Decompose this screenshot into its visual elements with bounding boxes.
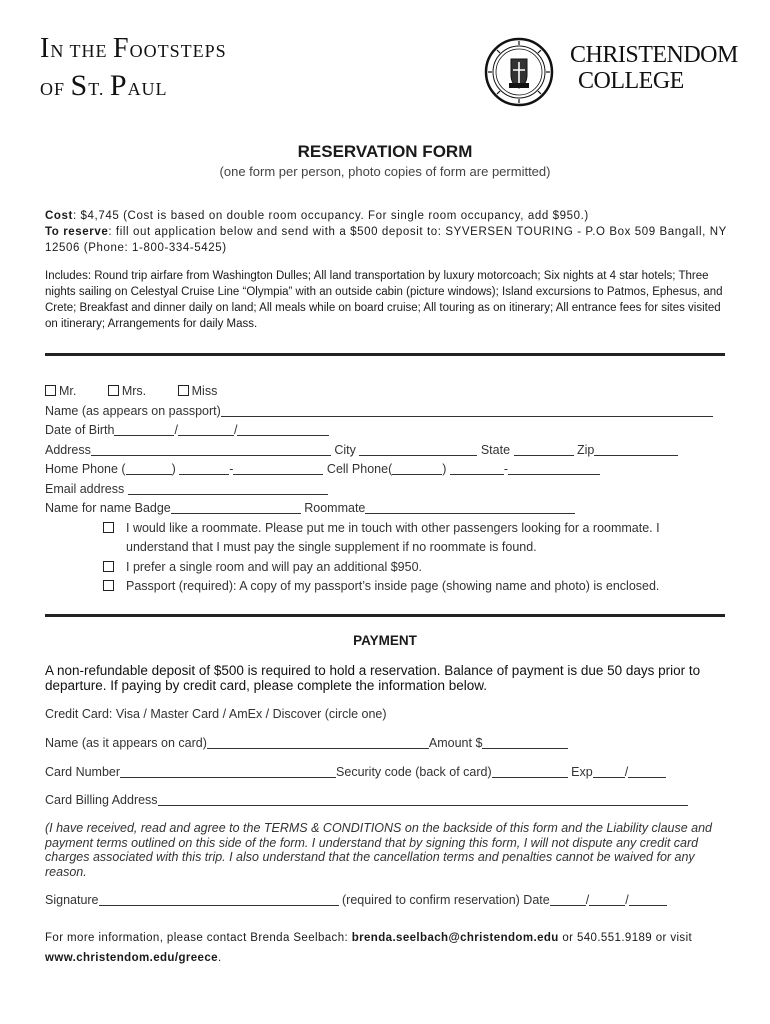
honorific-mrs[interactable]: Mrs.	[108, 384, 146, 398]
address-row: Address City State Zip	[45, 441, 735, 461]
phone-row: Home Phone ( ) - Cell Phone( ) -	[45, 460, 735, 480]
cell-number-field[interactable]	[508, 461, 600, 475]
date-year-field[interactable]	[629, 892, 667, 906]
amount-field[interactable]	[482, 735, 568, 749]
option-single: I prefer a single room and will pay an additional $950.	[45, 558, 735, 578]
checkbox[interactable]	[45, 385, 56, 396]
cell-area-field[interactable]	[392, 461, 442, 475]
roommate-field[interactable]	[365, 500, 575, 514]
card-number-field[interactable]	[120, 764, 336, 778]
footer: For more information, please contact Brenda Seelbach: brenda.seelbach@christendom.edu or 540.551.9189 or visit www.christendom.edu/greece.	[45, 932, 693, 964]
name-row: Name (as appears on passport)	[45, 402, 735, 422]
trip-logo: IN THE FOOTSTEPS OF ST. PAUL	[40, 33, 227, 102]
exp-month-field[interactable]	[593, 764, 625, 778]
contact-email[interactable]: brenda.seelbach@christendom.edu	[351, 932, 559, 944]
date-day-field[interactable]	[589, 892, 625, 906]
single-room-checkbox[interactable]	[103, 561, 114, 572]
roommate-checkbox[interactable]	[103, 522, 114, 533]
payment-title: PAYMENT	[353, 633, 417, 648]
dob-month-field[interactable]	[114, 422, 174, 436]
card-number-row: Card Number Security code (back of card) Exp /	[45, 764, 666, 779]
option-passport: Passport (required): A copy of my passport’s inside page (showing name and photo) is enclosed.	[45, 577, 735, 597]
payment-note: A non-refundable deposit of $500 is required to hold a reservation. Balance of payment is due 50 days prior to departure. If paying by credit card, please complete the information below.	[45, 663, 701, 693]
divider	[45, 353, 725, 356]
terms-text: (I have received, read and agree to the TERMS & CONDITIONS on the backside of this form and the Liability clause and payment terms outlined on this side of the form. I understand that by signing this form, I will not dispute any credit card charges associated with this trip. I also understand that the cancellation terms and penalties cannot be waived for any reason.	[45, 821, 712, 879]
city-field[interactable]	[359, 442, 477, 456]
home-number-field[interactable]	[233, 461, 323, 475]
divider	[45, 614, 725, 617]
badge-name-field[interactable]	[171, 500, 301, 514]
dob-day-field[interactable]	[178, 422, 234, 436]
college-seal-icon	[484, 37, 554, 107]
cost-section: Cost: $4,745 (Cost is based on double room occupancy. For single room occupancy, add $950.) To reserve: fill out application below and send with a $500 deposit to: SYVERSEN TOURING - P.O Box 509 Bangall, NY 12506 (Phone: 1-800-334-5425)	[45, 210, 727, 254]
website-link[interactable]: www.christendom.edu/greece	[45, 952, 218, 964]
cell-prefix-field[interactable]	[450, 461, 504, 475]
checkbox[interactable]	[108, 385, 119, 396]
name-field[interactable]	[221, 403, 713, 417]
email-field[interactable]	[128, 481, 328, 495]
exp-year-field[interactable]	[628, 764, 666, 778]
honorific-row	[45, 382, 735, 402]
passport-checkbox[interactable]	[103, 580, 114, 591]
option-roommate-cont: understand that I must pay the single supplement if no roommate is found.	[126, 540, 537, 554]
dob-row: Date of Birth / /	[45, 421, 735, 441]
zip-field[interactable]	[594, 442, 678, 456]
card-name-field[interactable]	[207, 735, 429, 749]
badge-row: Name for name Badge Roommate	[45, 499, 735, 519]
signature-row: Signature (required to confirm reservation) Date / /	[45, 892, 667, 907]
includes-text: Includes: Round trip airfare from Washington Dulles; All land transportation by luxury motorcoach; Six nights at 4 star hotels; Three nights sailing on Celestyal Cruise Line “Olympia” with an outside cabin (picture windows); Island excursions to Patmos, Ephesus, and Crete; Breakfast and dinner daily on land; All meals while on board cruise; All touring as on itinerary; All entrance fees for sites visited on itinerary; Arrangements for daily Mass.	[45, 270, 723, 330]
honorific-mr[interactable]: Mr.	[45, 384, 76, 398]
reservation-form	[45, 382, 735, 597]
home-prefix-field[interactable]	[179, 461, 229, 475]
college-logo: CHRISTENDOM COLLEGE	[570, 42, 738, 94]
honorific-miss[interactable]: Miss	[178, 384, 218, 398]
state-field[interactable]	[514, 442, 574, 456]
email-row: Email address	[45, 480, 735, 500]
signature-field[interactable]	[99, 892, 339, 906]
option-roommate: I would like a roommate. Please put me in touch with other passengers looking for a roommate. I	[45, 519, 735, 539]
security-code-field[interactable]	[492, 764, 568, 778]
home-area-field[interactable]	[126, 461, 172, 475]
checkbox[interactable]	[178, 385, 189, 396]
billing-row: Card Billing Address	[45, 792, 688, 807]
form-subtitle: (one form per person, photo copies of form are permitted)	[219, 164, 551, 179]
card-name-row: Name (as it appears on card) Amount $	[45, 735, 568, 750]
dob-year-field[interactable]	[237, 422, 329, 436]
card-types: Credit Card: Visa / Master Card / AmEx / Discover (circle one)	[45, 707, 387, 721]
billing-address-field[interactable]	[158, 792, 688, 806]
date-month-field[interactable]	[550, 892, 586, 906]
form-title: RESERVATION FORM	[297, 142, 473, 161]
address-field[interactable]	[91, 442, 331, 456]
header	[0, 0, 770, 120]
